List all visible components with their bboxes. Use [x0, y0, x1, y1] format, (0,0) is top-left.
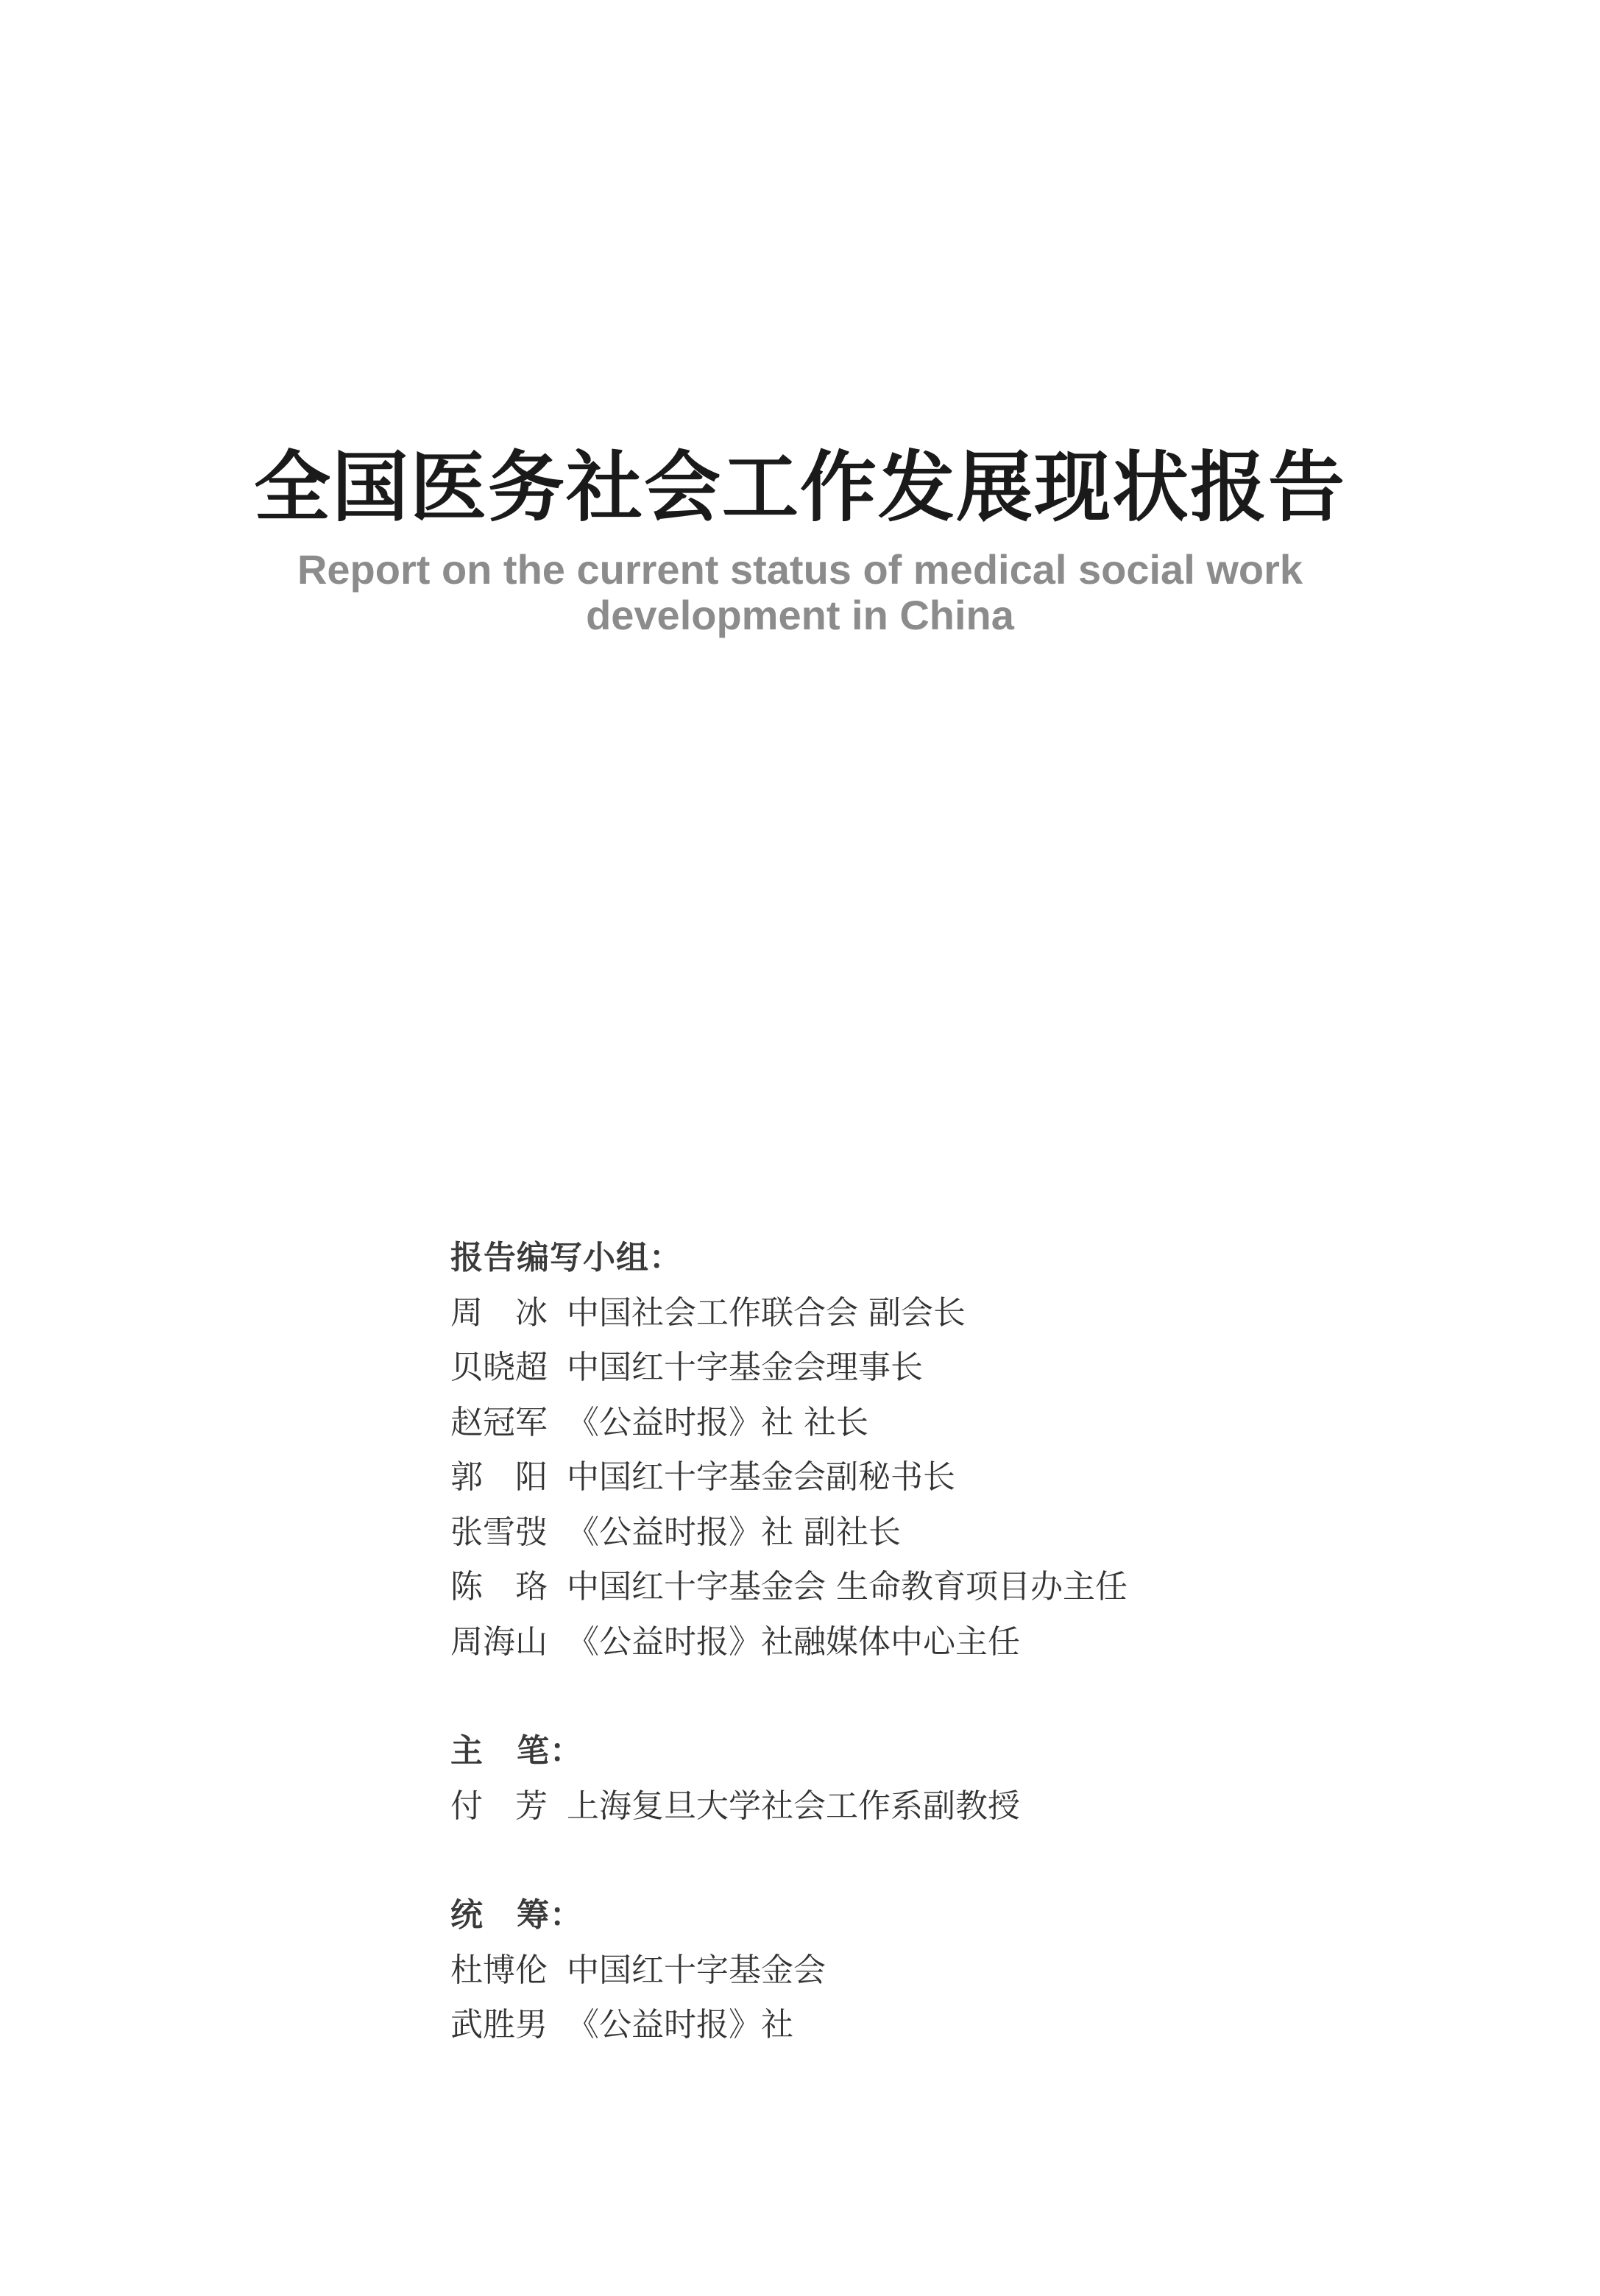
coordination-section: [450, 1888, 1334, 2053]
report-title-chinese: 全国医务社会工作发展现状报告: [253, 442, 1346, 532]
report-title-english-line-1: Report on the current status of medical social work: [297, 545, 1303, 593]
writing-group-heading: 报告编写小组：: [450, 1239, 682, 1276]
member-row: [450, 1505, 1334, 1561]
credits-block: [450, 1231, 1334, 2053]
writing-group-section: [450, 1231, 1334, 1670]
member-name: 陈 珞: [450, 1568, 548, 1606]
member-row: [450, 1286, 1334, 1341]
member-title: 中国社会工作联合会 副会长: [567, 1293, 966, 1332]
member-title: 《公益时报》社 社长: [567, 1403, 868, 1441]
member-name: 赵冠军: [450, 1403, 548, 1441]
member-title: 中国红十字基金会: [567, 1951, 826, 1989]
member-name: 贝晓超: [450, 1349, 548, 1386]
member-name: 武胜男: [450, 2006, 548, 2044]
member-name: 周海山: [450, 1622, 548, 1661]
member-title: 《公益时报》社: [567, 2006, 793, 2044]
lead-author-section: [450, 1724, 1334, 1834]
member-row: [450, 1560, 1334, 1615]
member-title: 《公益时报》社融媒体中心主任: [567, 1622, 1020, 1661]
member-name: 杜博伦: [450, 1951, 548, 1989]
member-name: 郭 阳: [450, 1458, 548, 1496]
member-row: [450, 1998, 1334, 2053]
member-row: [450, 1340, 1334, 1396]
report-title-block: [0, 442, 1600, 638]
member-title: 中国红十字基金会副秘书长: [567, 1458, 955, 1496]
member-title: 上海复旦大学社会工作系副教授: [567, 1787, 1020, 1825]
coordination-heading: 统 筹：: [450, 1896, 583, 1934]
member-title: 中国红十字基金会理事长: [567, 1349, 923, 1386]
member-name: 周 冰: [450, 1293, 548, 1332]
member-row: [450, 1943, 1334, 1999]
report-title-english-line-2: development in China: [586, 591, 1014, 638]
member-row: [450, 1396, 1334, 1451]
member-name: 张雪弢: [450, 1513, 548, 1551]
member-row: [450, 1615, 1334, 1670]
member-row: [450, 1779, 1334, 1834]
report-title-english: [277, 547, 1323, 638]
member-row: [450, 1450, 1334, 1505]
member-name: 付 芳: [450, 1787, 548, 1825]
member-title: 中国红十字基金会 生命教育项目办主任: [567, 1568, 1128, 1606]
lead-author-heading: 主 笔：: [450, 1732, 583, 1770]
member-title: 《公益时报》社 副社长: [567, 1513, 901, 1551]
